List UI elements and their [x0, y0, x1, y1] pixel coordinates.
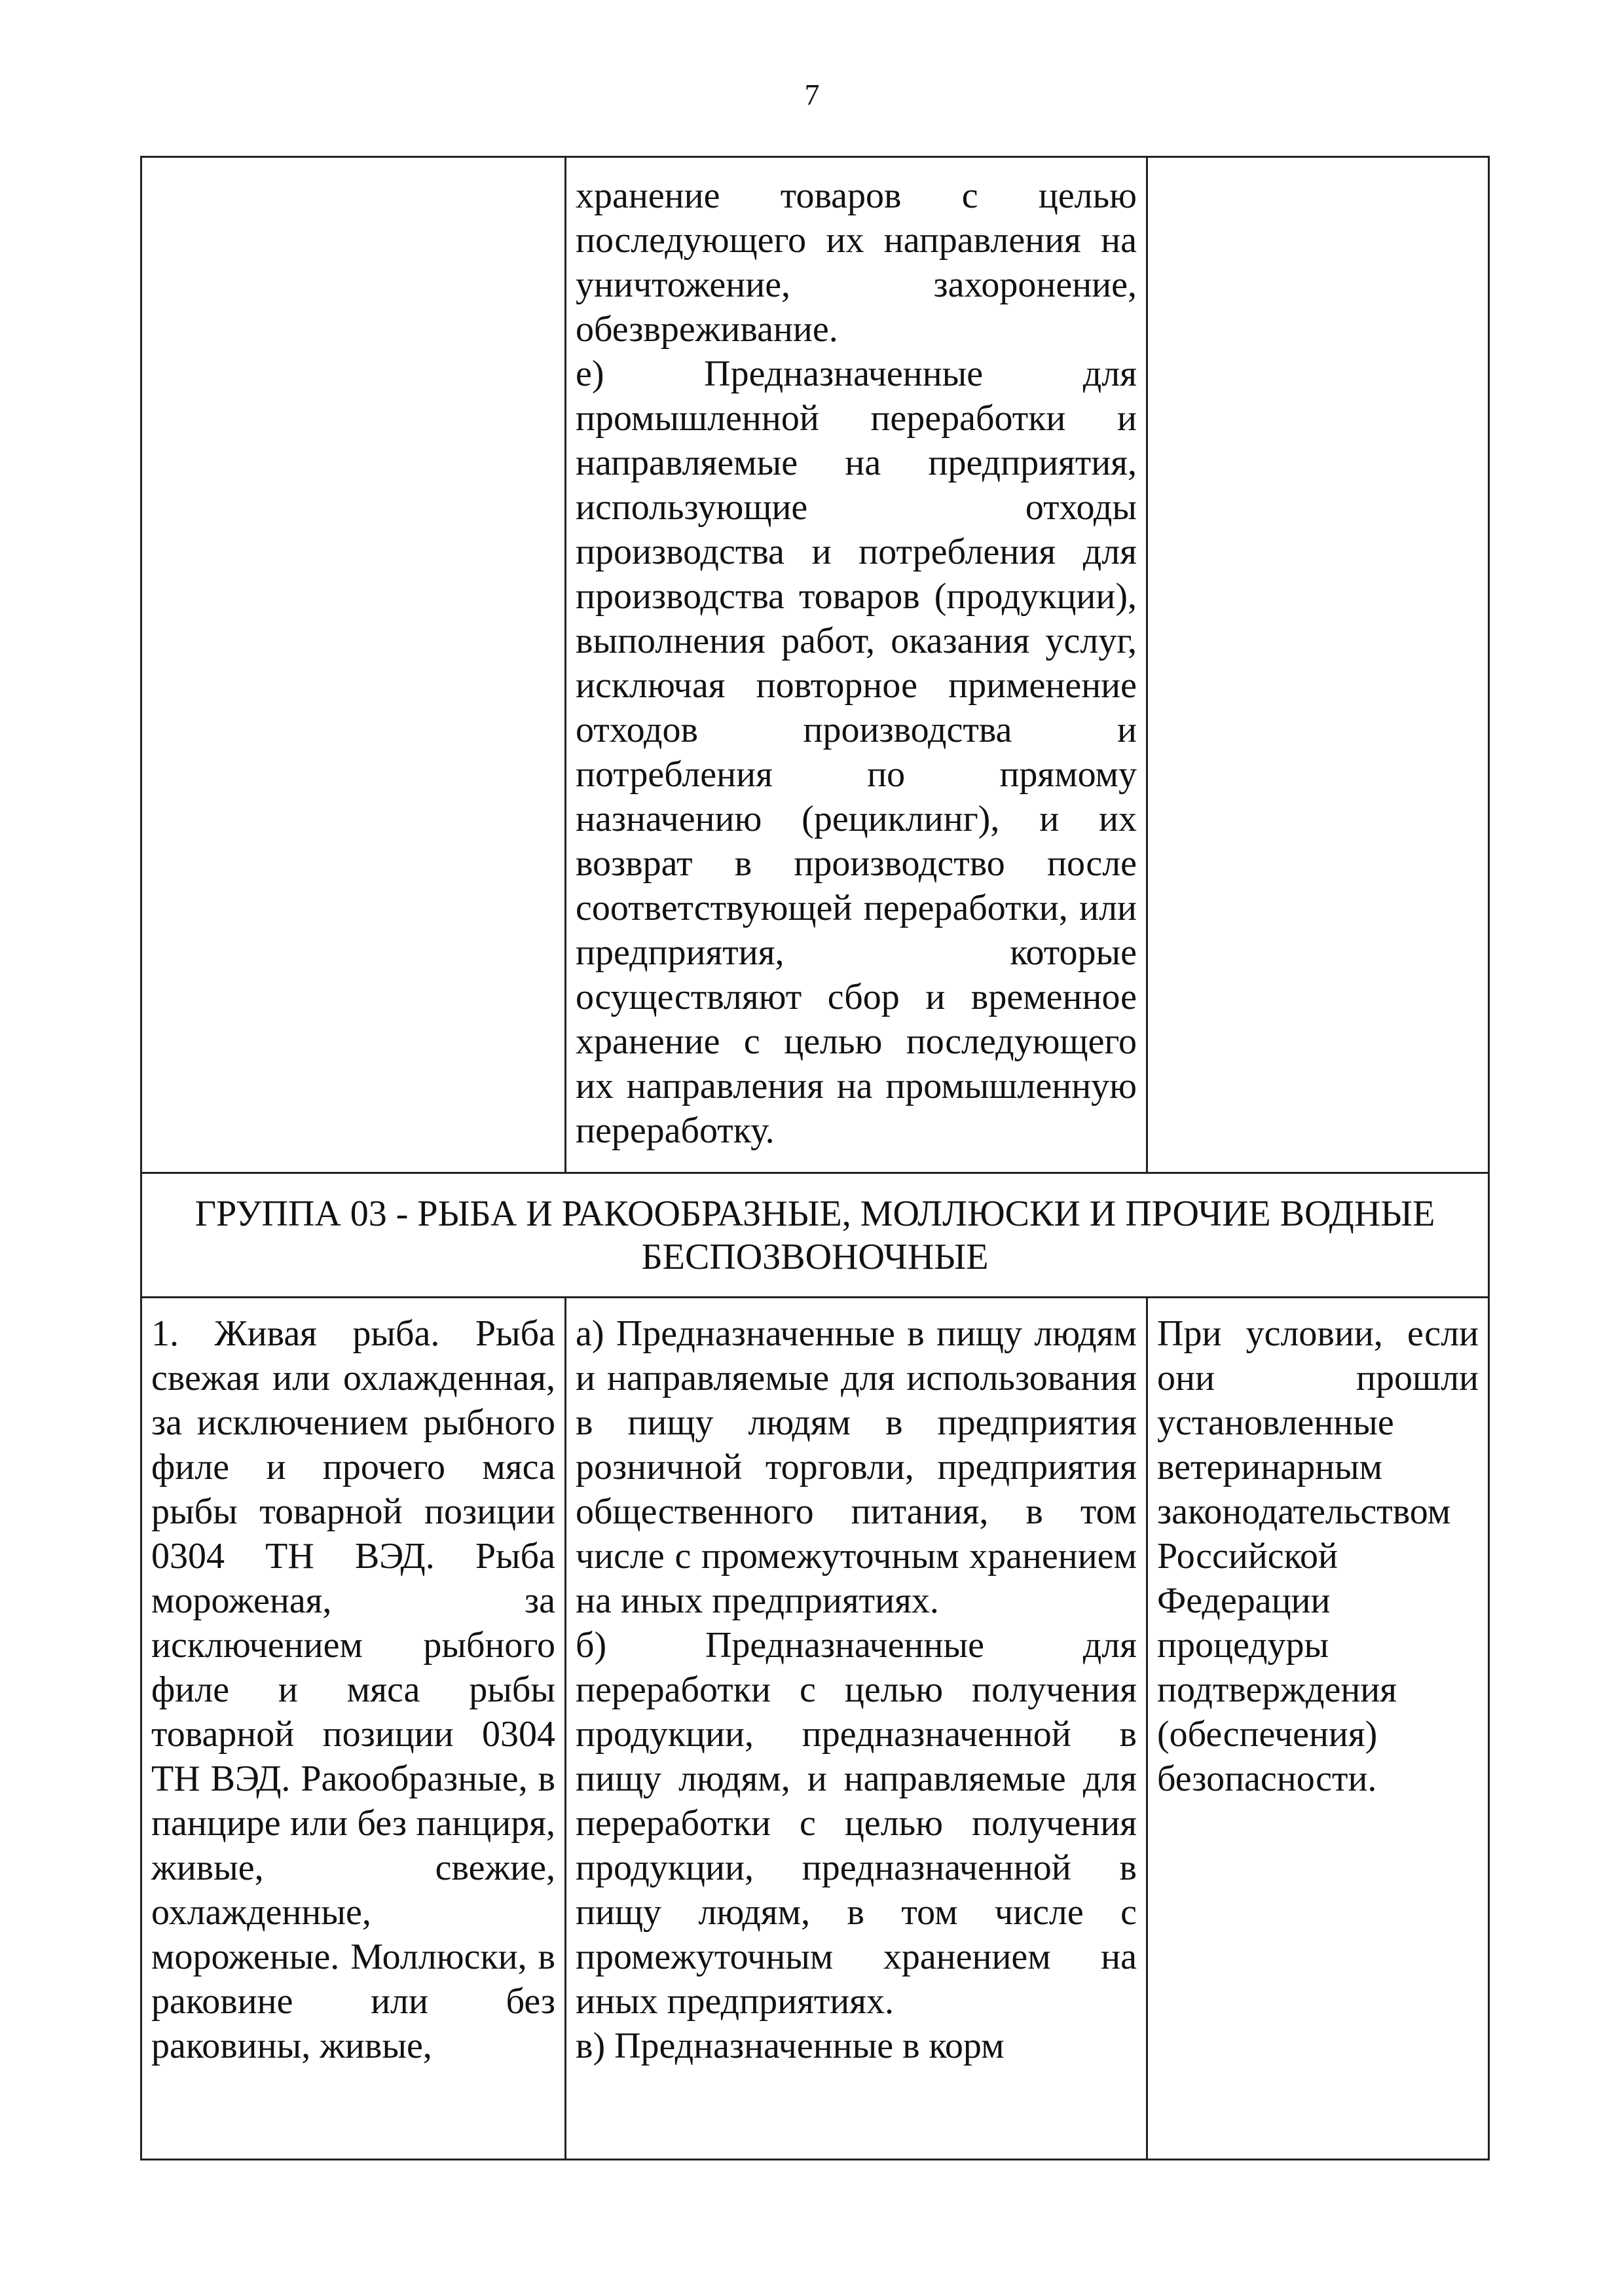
goods-cell: [141, 157, 566, 1173]
group-header-row: [141, 1173, 1489, 1298]
purpose-cell: [566, 1298, 1147, 2160]
purpose-cell: [566, 157, 1147, 1173]
table-row: [141, 1298, 1489, 2160]
purpose-paragraph: а) Предназначенные в пищу людям и направляемые для использования в пищу людям в предприятия розничной торговли, предприятия общественного питания, в том числе с промежуточным хранением на иных предприятиях.: [576, 1313, 1137, 1621]
purpose-paragraph: в) Предназначенные в корм: [576, 2026, 1005, 2066]
goods-cell: 1. Живая рыба. Рыба свежая или охлажденная, за исключением рыбного филе и прочего мяса рыбы товарной позиции 0304 ТН ВЭД. Рыба мороженая, за исключением рыбного филе и мяса рыбы товарной позиции 0304 ТН ВЭД. Ракообразные, в панцире или без панциря, живые, свежие, охлажденные, мороженые. Моллюски, в раковине или без раковины, живые,: [141, 1298, 566, 2160]
page-number: 7: [804, 78, 820, 111]
table-row: [141, 157, 1489, 1173]
purpose-paragraph: е) Предназначенные для промышленной переработки и направляемые на предприятия, использующие отходы производства и потребления для производства товаров (продукции), выполнения работ, оказания услуг, исключая повторное применение отходов производства и потребления по прямому назначению (рециклинг), и их возврат в производство после соответствующей переработки, или предприятия, которые осуществляют сбор и временное хранение с целью последующего их направления на промышленную переработку.: [576, 354, 1137, 1151]
group-header: ГРУППА 03 - РЫБА И РАКООБРАЗНЫЕ, МОЛЛЮСКИ И ПРОЧИЕ ВОДНЫЕ БЕСПОЗВОНОЧНЫЕ: [141, 1173, 1489, 1298]
regulation-table: [140, 156, 1490, 2160]
condition-cell: При условии, если они прошли установленные ветеринарным законодательством Российской Федерации процедуры подтверждения (обеспечения) безопасности.: [1147, 1298, 1489, 2160]
condition-cell: [1147, 157, 1489, 1173]
purpose-paragraph: б) Предназначенные для переработки с целью получения продукции, предназначенной в пищу людям, и направляемые для переработки с целью получения продукции, предназначенной в пищу людям, в том числе с промежуточным хранением на иных предприятиях.: [576, 1625, 1137, 2022]
purpose-paragraph: хранение товаров с целью последующего их направления на уничтожение, захоронение, обезвреживание.: [576, 175, 1137, 350]
